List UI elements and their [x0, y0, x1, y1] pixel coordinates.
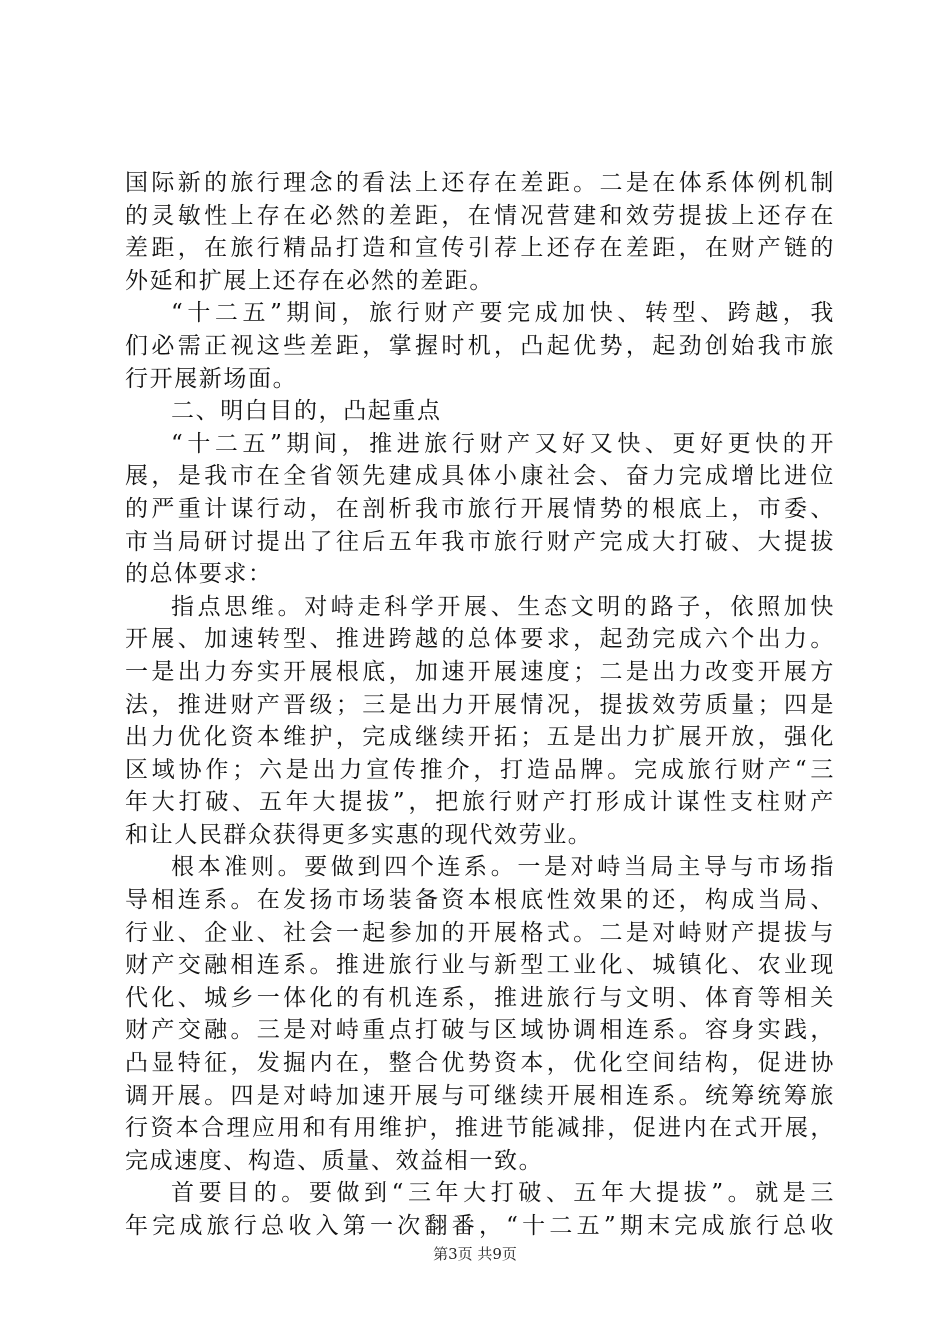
- text-line: 出力优化资本维护，完成继续开拓；五是出力扩展开放，强化: [125, 724, 835, 751]
- text-line: 导相连系。在发扬市场装备资本根底性效果的还，构成当局、: [125, 887, 835, 914]
- text-line: 们必需正视这些差距，掌握时机，凸起优势，起劲创始我市旅: [125, 332, 835, 359]
- text-line: 展，是我市在全省领先建成具体小康社会、奋力完成增比进位: [125, 463, 835, 490]
- text-line: 国际新的旅行理念的看法上还存在差距。二是在体系体例机制: [125, 170, 835, 196]
- text-line: 的灵敏性上存在必然的差距，在情况营建和效劳提拔上还存在: [125, 202, 835, 229]
- text-line: 差距，在旅行精品打造和宣传引荐上还存在差距，在财产链的: [125, 235, 835, 262]
- text-line: 和让人民群众获得更多实惠的现代效劳业。: [125, 821, 593, 848]
- text-line: 行资本合理应用和有用维护，推进节能减排，促进内在式开展，: [125, 1115, 835, 1142]
- text-line: 的总体要求：: [125, 561, 273, 588]
- text-line: 调开展。四是对峙加速开展与可继续开展相连系。统筹统筹旅: [125, 1082, 835, 1109]
- text-line: 区域协作；六是出力宣传推介，打造品牌。完成旅行财产“三: [125, 756, 835, 783]
- text-line: 财产交融。三是对峙重点打破与区域协调相连系。容身实践，: [125, 1017, 835, 1044]
- text-line: “十二五”期间，推进旅行财产又好又快、更好更快的开: [171, 430, 835, 457]
- text-line: 行业、企业、社会一起参加的开展格式。二是对峙财产提拔与: [125, 919, 835, 946]
- text-line: 完成速度、构造、质量、效益相一致。: [125, 1147, 544, 1174]
- text-line: 的严重计谋行动，在剖析我市旅行开展情势的根底上，市委、: [125, 495, 835, 522]
- text-line: 开展、加速转型、推进跨越的总体要求，起劲完成六个出力。: [125, 626, 835, 653]
- text-line: 凸显特征，发掘内在，整合优势资本，优化空间结构，促进协: [125, 1050, 835, 1077]
- text-line: 指点思维。对峙走科学开展、生态文明的路子，依照加快: [171, 593, 835, 620]
- text-line: 年完成旅行总收入第一次翻番，“十二五”期末完成旅行总收: [125, 1213, 835, 1239]
- page-footer: 第3页 共9页: [433, 1245, 517, 1263]
- text-line: “十二五”期间，旅行财产要完成加快、转型、跨越，我: [171, 300, 835, 327]
- text-line: 财产交融相连系。推进旅行业与新型工业化、城镇化、农业现: [125, 952, 835, 979]
- text-line: 行开展新场面。: [125, 365, 298, 392]
- body-text: [125, 167, 835, 1243]
- text-line: 市当局研讨提出了往后五年我市旅行财产完成大打破、大提拔: [125, 528, 835, 555]
- text-line: 根本准则。要做到四个连系。一是对峙当局主导与市场指: [171, 854, 835, 881]
- text-line: 外延和扩展上还存在必然的差距。: [125, 267, 494, 294]
- text-line: 年大打破、五年大提拔”，把旅行财产打形成计谋性支柱财产: [125, 789, 835, 816]
- text-line: 首要目的。要做到“三年大打破、五年大提拔”。就是三: [171, 1180, 835, 1207]
- text-line: 二、明白目的，凸起重点: [171, 398, 442, 425]
- text-line: 代化、城乡一体化的有机连系，推进旅行与文明、体育等相关: [125, 984, 835, 1011]
- text-line: 法，推进财产晋级；三是出力开展情况，提拔效劳质量；四是: [125, 691, 835, 718]
- text-line: 一是出力夯实开展根底，加速开展速度；二是出力改变开展方: [125, 658, 835, 685]
